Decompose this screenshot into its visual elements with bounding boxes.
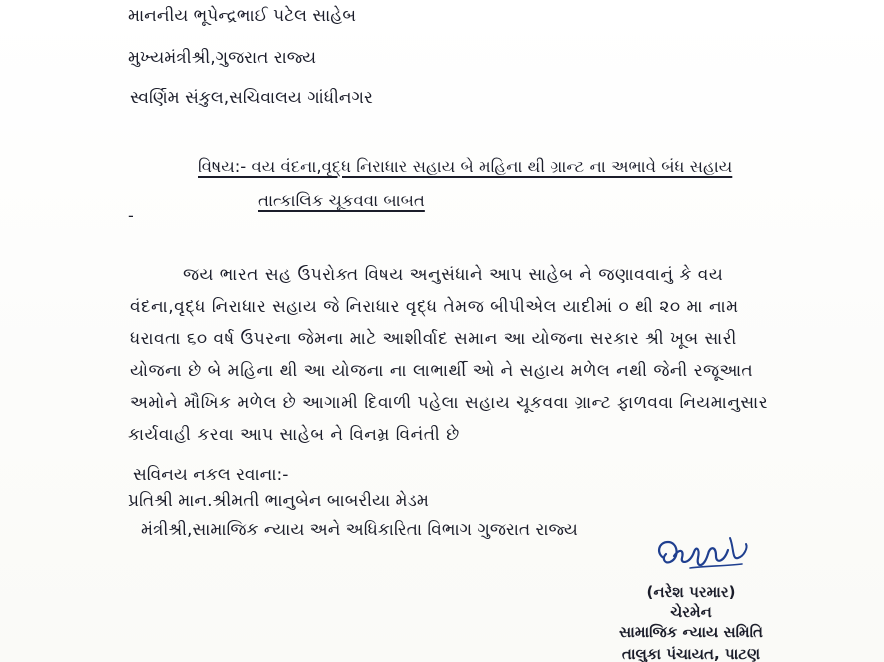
signature-drawing: [650, 528, 760, 576]
body-line-1: જય ભારત સહ ઉપરોક્ત વિષય અનુસંધાને આપ સાહેબ ને જણાવવાનું કે વય: [183, 264, 724, 284]
signatory-title: ચેરમેન: [670, 603, 712, 621]
body-line-5: અમોને મૌખિક મળેલ છે આગામી દિવાળી પહેલા સહાય ચૂકવવા ગ્રાન્ટ ફાળવવા નિયમાનુસાર: [130, 392, 769, 412]
body-line-3: ધરાવતા ૬૦ વર્ષ ઉપરના જેમના માટે આશીર્વાદ સમાન આ યોજના સરકાર શ્રી ખૂબ સારી: [130, 328, 737, 348]
subject-line-1: વિષય:- વય વંદના,વૃદ્ધ નિરાધાર સહાય બે મહિના થી ગ્રાન્ટ ના અભાવે બંધ સહાય: [198, 157, 733, 176]
signatory-name: (નરેશ પરમાર): [646, 583, 736, 601]
body-line-2: વંદના,વૃદ્ધ નિરાધાર સહાય જે નિરાધાર વૃદ્ધ તેમજ બીપીએલ યાદીમાં ૦ થી ૨૦ મા નામ: [130, 296, 739, 316]
handwritten-signature: [650, 528, 760, 576]
copy-to-recipient-name: પ્રતિશ્રી માન.શ્રીમતી ભાનુબેન બાબરીયા મેડમ: [128, 491, 429, 511]
recipient-designation: મુખ્યમંત્રીશ્રી,ગુજરાત રાજ્ય: [128, 48, 317, 68]
recipient-name: માનનીય ભૂપેન્દ્રભાઈ પટેલ સાહેબ: [128, 6, 357, 26]
subject-line-2: તાત્કાલિક ચૂકવવા બાબત: [258, 191, 425, 210]
signatory-place: તાલુકા પંચાયત, પાટણ: [621, 645, 761, 662]
body-line-6: કાર્યવાહી કરવા આપ સાહેબ ને વિનમ્ર વિનંતી છે: [128, 424, 460, 444]
signatory-organization: સામાજિક ન્યાય સમિતિ: [619, 623, 763, 641]
copy-to-recipient-designation: મંત્રીશ્રી,સામાજિક ન્યાય અને અધિકારિતા વિભાગ ગુજરાત રાજ્ય: [141, 520, 578, 540]
body-line-4: યોજના છે બે મહિના થી આ યોજના ના લાભાર્થી ઓ ને સહાય મળેલ નથી જેની રજૂઆત: [130, 360, 754, 380]
recipient-address: સ્વર્ણિમ સંકુલ,સચિવાલય ગાંધીનગર: [130, 88, 373, 108]
copy-to-heading: સવિનય નકલ રવાના:-: [133, 465, 289, 485]
separator-mark: -: [128, 206, 134, 225]
